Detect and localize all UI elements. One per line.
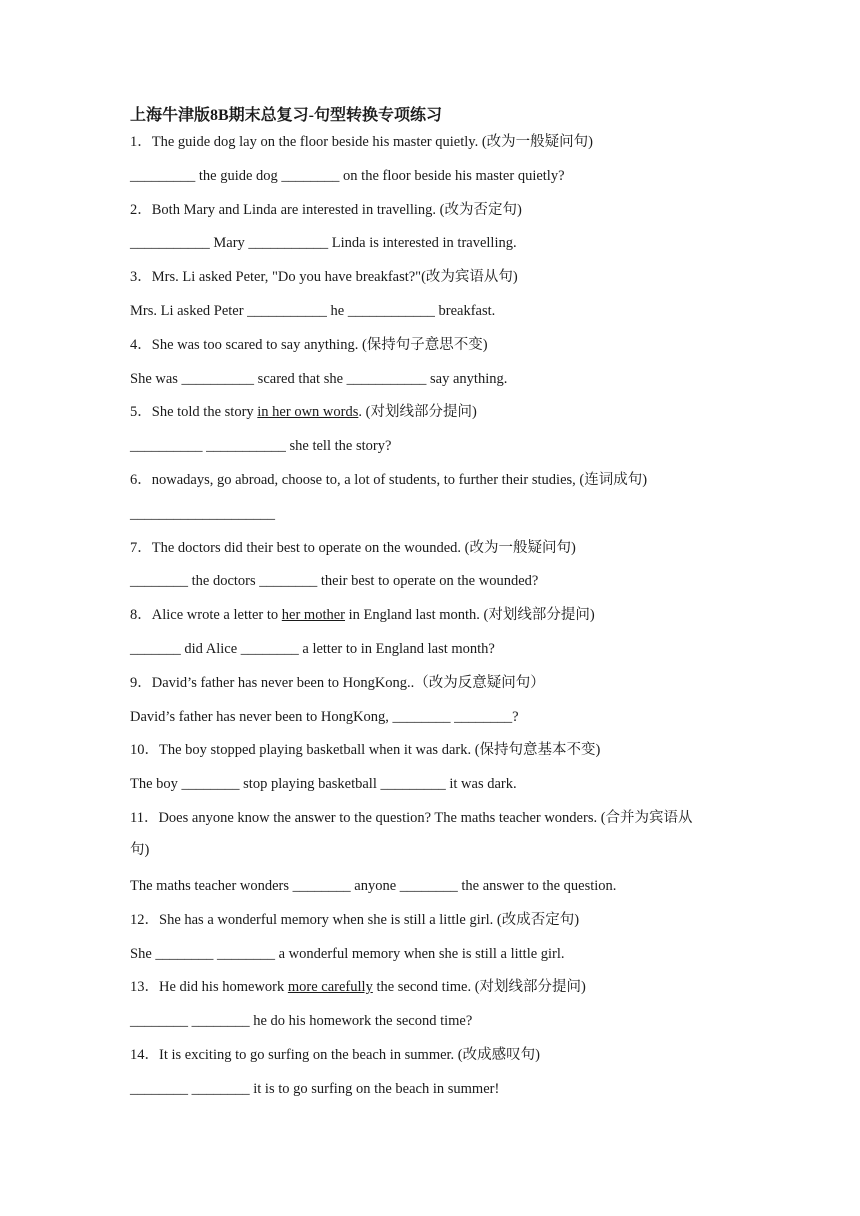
question-13-instruction: the second time. (对划线部分提问) <box>372 979 586 996</box>
answer-2: ___________ Mary ___________ Linda is interested in travelling. <box>130 235 517 252</box>
question-11-continued: 句) <box>130 841 150 858</box>
question-14: 14．It is exciting to go surfing on the beach in summer. (改成感叹句) <box>130 1046 540 1063</box>
question-8-instruction: in England last month. (对划线部分提问) <box>345 607 595 624</box>
question-3: 3．Mrs. Li asked Peter, "Do you have breakfast?"(改为宾语从句) <box>130 269 518 286</box>
answer-7: ________ the doctors ________ their best to operate on the wounded? <box>130 573 539 590</box>
answer-4: She was __________ scared that she ___________ say anything. <box>130 370 508 387</box>
answer-1: _________ the guide dog ________ on the floor beside his master quietly? <box>130 167 565 184</box>
question-8-text: 8．Alice wrote a letter to <box>130 607 282 624</box>
question-5-text: 5．She told the story <box>130 404 258 421</box>
answer-11: The maths teacher wonders ________ anyone ________ the answer to the question. <box>130 877 617 894</box>
question-5-underlined: in her own words <box>257 404 359 421</box>
question-5 <box>130 402 730 436</box>
question-12: 12．She has a wonderful memory when she is still a little girl. (改成否定句) <box>130 911 580 928</box>
question-9: 9．David’s father has never been to HongKong..（改为反意疑问句） <box>130 674 545 691</box>
answer-6: ____________________ <box>130 505 275 522</box>
question-4: 4．She was too scared to say anything. (保持句子意思不变) <box>130 336 488 353</box>
answer-10: The boy ________ stop playing basketball _________ it was dark. <box>130 776 517 793</box>
answer-14: ________ ________ it is to go surfing on the beach in summer! <box>130 1080 500 1097</box>
answer-3: Mrs. Li asked Peter ___________ he ____________ breakfast. <box>130 302 496 319</box>
question-6: 6．nowadays, go abroad, choose to, a lot of students, to further their studies, (连词成句) <box>130 471 648 488</box>
question-11: 11．Does anyone know the answer to the question? The maths teacher wonders. (合并为宾语从 <box>130 809 693 826</box>
worksheet-title: 上海牛津版8B期末总复习-句型转换专项练习 <box>130 107 443 124</box>
answer-5: __________ ___________ she tell the story? <box>130 438 392 455</box>
question-2: 2．Both Mary and Linda are interested in travelling. (改为否定句) <box>130 201 522 218</box>
answer-13: ________ ________ he do his homework the second time? <box>130 1013 473 1030</box>
question-13 <box>130 977 730 1011</box>
worksheet <box>130 104 730 1113</box>
answer-12: She ________ ________ a wonderful memory when she is still a little girl. <box>130 945 565 962</box>
question-13-underlined: more carefully <box>287 979 373 996</box>
answer-8: _______ did Alice ________ a letter to in England last month? <box>130 640 495 657</box>
question-13-text: 13．He did his homework <box>130 979 288 996</box>
question-8-underlined: her mother <box>281 607 346 624</box>
question-10: 10．The boy stopped playing basketball when it was dark. (保持句意基本不变) <box>130 742 601 759</box>
question-8 <box>130 605 730 639</box>
answer-9: David’s father has never been to HongKong, ________ ________? <box>130 708 519 725</box>
question-5-instruction: . (对划线部分提问) <box>358 404 477 421</box>
question-7: 7．The doctors did their best to operate on the wounded. (改为一般疑问句) <box>130 539 576 556</box>
question-1: 1．The guide dog lay on the floor beside his master quietly. (改为一般疑问句) <box>130 134 593 150</box>
